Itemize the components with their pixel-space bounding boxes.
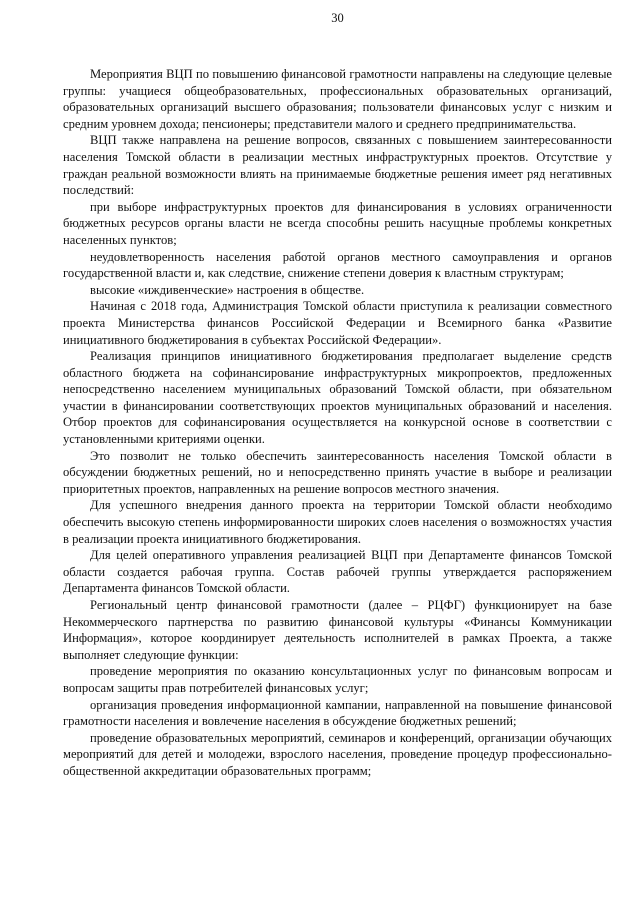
paragraph-function-information-campaign: организация проведения информационной кампании, направленной на повышение финансовой грамотности населения и вовлечение населения в обсуждение бюджетных решений; <box>63 697 612 729</box>
body-text <box>63 66 612 780</box>
paragraph-infrastructure-interest: ВЦП также направлена на решение вопросов, связанных с повышением заинтересованности населения Томской области в реализации местных инфраструктурных проектов. Отсутствие у граждан реальной возможности влиять на принимаемые бюджетные решения имеет ряд негативных последствий: <box>63 133 612 198</box>
paragraph-working-group: Для целей оперативного управления реализацией ВЦП при Департаменте финансов Томской области создается рабочая группа. Состав рабочей группы утверждается распоряжением Департамента финансов Томской области. <box>63 548 612 596</box>
page-number: 30 <box>331 11 344 25</box>
paragraph-consequence-project-choice: при выборе инфраструктурных проектов для финансирования в условиях ограниченности бюджетных ресурсов органы власти не всегда способны решить насущные проблемы конкретных населенных пунктов; <box>63 199 612 247</box>
paragraph-joint-project: Начиная с 2018 года, Администрация Томской области приступила к реализации совместного проекта Министерства финансов Российской Федерации и Всемирного банка «Развитие инициативного бюджетирования в субъектах Российской Федерации». <box>63 299 612 347</box>
paragraph-consequence-dependency: высокие «иждивенческие» настроения в обществе. <box>90 282 365 297</box>
paragraph-regional-center: Региональный центр финансовой грамотности (далее – РЦФГ) функционирует на базе Некоммерческого партнерства по развитию финансовой культуры «Финансы Коммуникации Информация», которое координирует деятельность исполнителей в рамках Проекта, а также выполняет следующие функции: <box>63 598 612 662</box>
document-page <box>63 0 612 905</box>
paragraph-function-consulting: проведение мероприятия по оказанию консультационных услуг по финансовым вопросам и вопросам защиты прав потребителей финансовых услуг; <box>63 664 612 695</box>
paragraph-initiative-budgeting: Реализация принципов инициативного бюджетирования предполагает выделение средств областного бюджета на софинансирование инфраструктурных микропроектов, предложенных непосредственно населением муниципальных образований Томской области, при обязательном участии в финансировании соответствующих проектов муниципальных образований и населения. Отбор проектов для софинансирования осуществляется на конкурсной основе в соответствии с установленными критериями оценки. <box>63 349 612 447</box>
paragraph-function-education-events: проведение образовательных мероприятий, семинаров и конференций, организации обучающих мероприятий для детей и молодежи, взрослого населения, проведение процедур профессионально-общественной аккредитации образовательных программ; <box>63 730 612 778</box>
paragraph-awareness: Для успешного внедрения данного проекта на территории Томской области необходимо обеспечить высокую степень информированности широких слоев населения о возможностях участия в реализации проекта инициативного бюджетирования. <box>63 498 612 546</box>
paragraph-consequence-dissatisfaction: неудовлетворенность населения работой органов местного самоуправления и органов государственной власти и, как следствие, снижение степени доверия к властным структурам; <box>63 249 612 281</box>
paragraph-target-groups: Мероприятия ВЦП по повышению финансовой грамотности направлены на следующие целевые группы: учащиеся общеобразовательных, профессиональных образовательных организаций, образовательных организаций высшего образования; пользователи финансовых услуг с низким и средним уровнем дохода; пенсионеры; представители малого и среднего предпринимательства. <box>63 67 612 131</box>
paragraph-participation: Это позволит не только обеспечить заинтересованность населения Томской области в обсуждении бюджетных решений, но и непосредственно принять участие в выборе и реализации приоритетных проектов, направленных на решение вопросов местного значения. <box>63 448 612 496</box>
